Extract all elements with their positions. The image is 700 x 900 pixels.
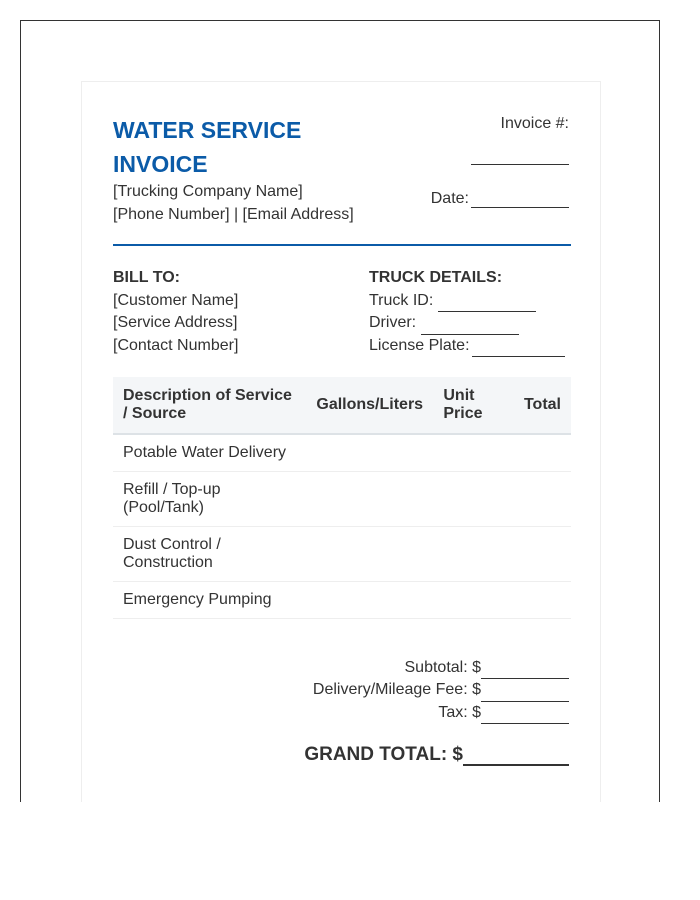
grand-total-row — [304, 744, 569, 766]
invoice-number-blank[interactable] — [471, 164, 569, 165]
row-unit-price[interactable] — [433, 472, 514, 527]
truck-details-heading: TRUCK DETAILS: — [369, 269, 503, 286]
invoice-title: WATER SERVICE INVOICE — [113, 117, 302, 177]
table-row — [113, 582, 571, 619]
grand-total-blank[interactable] — [463, 744, 569, 766]
license-plate-row — [369, 335, 565, 358]
company-contact: [Phone Number] | [Email Address] — [113, 206, 354, 223]
row-description: Dust Control / Construction — [113, 527, 306, 582]
customer-name: [Customer Name] — [113, 291, 239, 309]
bill-to-heading: BILL TO: — [113, 269, 180, 286]
bill-to-section — [113, 267, 238, 357]
date-label: Date: — [430, 190, 469, 207]
subtotal-blank[interactable] — [481, 661, 569, 679]
date-blank[interactable] — [471, 189, 569, 208]
row-unit-price[interactable] — [433, 527, 514, 582]
table-header-row — [113, 377, 571, 434]
license-plate-label: License Plate: — [369, 336, 470, 354]
fee-label: Delivery/Mileage Fee: $ — [312, 681, 481, 699]
fee-blank[interactable] — [481, 684, 569, 702]
row-quantity[interactable] — [306, 434, 433, 472]
driver-row — [369, 312, 565, 335]
header-description: Description of Service / Source — [113, 377, 306, 434]
driver-label: Driver: — [369, 314, 417, 331]
tax-label: Tax: $ — [438, 703, 481, 721]
contact-number: [Contact Number] — [113, 336, 239, 354]
row-description: Refill / Top-up (Pool/Tank) — [113, 472, 306, 527]
driver-blank[interactable] — [421, 317, 519, 335]
license-plate-blank[interactable] — [472, 339, 565, 357]
row-quantity[interactable] — [306, 582, 433, 619]
row-quantity[interactable] — [306, 472, 433, 527]
table-row — [113, 527, 571, 582]
row-unit-price[interactable] — [433, 434, 514, 472]
header-total: Total — [514, 377, 571, 434]
row-total[interactable] — [514, 472, 571, 527]
row-quantity[interactable] — [306, 527, 433, 582]
fee-row — [313, 679, 569, 701]
services-table — [113, 377, 571, 619]
truck-details-section — [369, 267, 565, 357]
row-total[interactable] — [514, 527, 571, 582]
row-unit-price[interactable] — [433, 582, 514, 619]
header-divider — [113, 244, 571, 246]
subtotal-row — [313, 657, 569, 679]
invoice-number-label: Invoice #: — [500, 115, 569, 132]
table-row — [113, 434, 571, 472]
header-unit-price: Unit Price — [433, 377, 514, 434]
row-total[interactable] — [514, 434, 571, 472]
truck-id-blank[interactable] — [438, 294, 536, 312]
row-total[interactable] — [514, 582, 571, 619]
company-info — [113, 180, 354, 226]
header-quantity: Gallons/Liters — [306, 377, 433, 434]
invoice-sheet — [81, 81, 601, 802]
totals-section — [313, 657, 569, 724]
tax-blank[interactable] — [481, 706, 569, 724]
company-name: [Trucking Company Name] — [113, 183, 303, 200]
table-row — [113, 472, 571, 527]
truck-id-label: Truck ID: — [369, 291, 434, 309]
row-description: Emergency Pumping — [113, 582, 306, 619]
subtotal-label: Subtotal: $ — [404, 659, 481, 676]
invoice-meta — [389, 113, 569, 207]
grand-total-label: GRAND TOTAL: $ — [304, 744, 463, 765]
date-row — [431, 189, 569, 208]
row-description: Potable Water Delivery — [113, 434, 306, 472]
page-cutoff — [0, 802, 700, 900]
truck-id-row — [369, 290, 565, 313]
service-address: [Service Address] — [113, 314, 238, 331]
tax-row — [313, 702, 569, 724]
